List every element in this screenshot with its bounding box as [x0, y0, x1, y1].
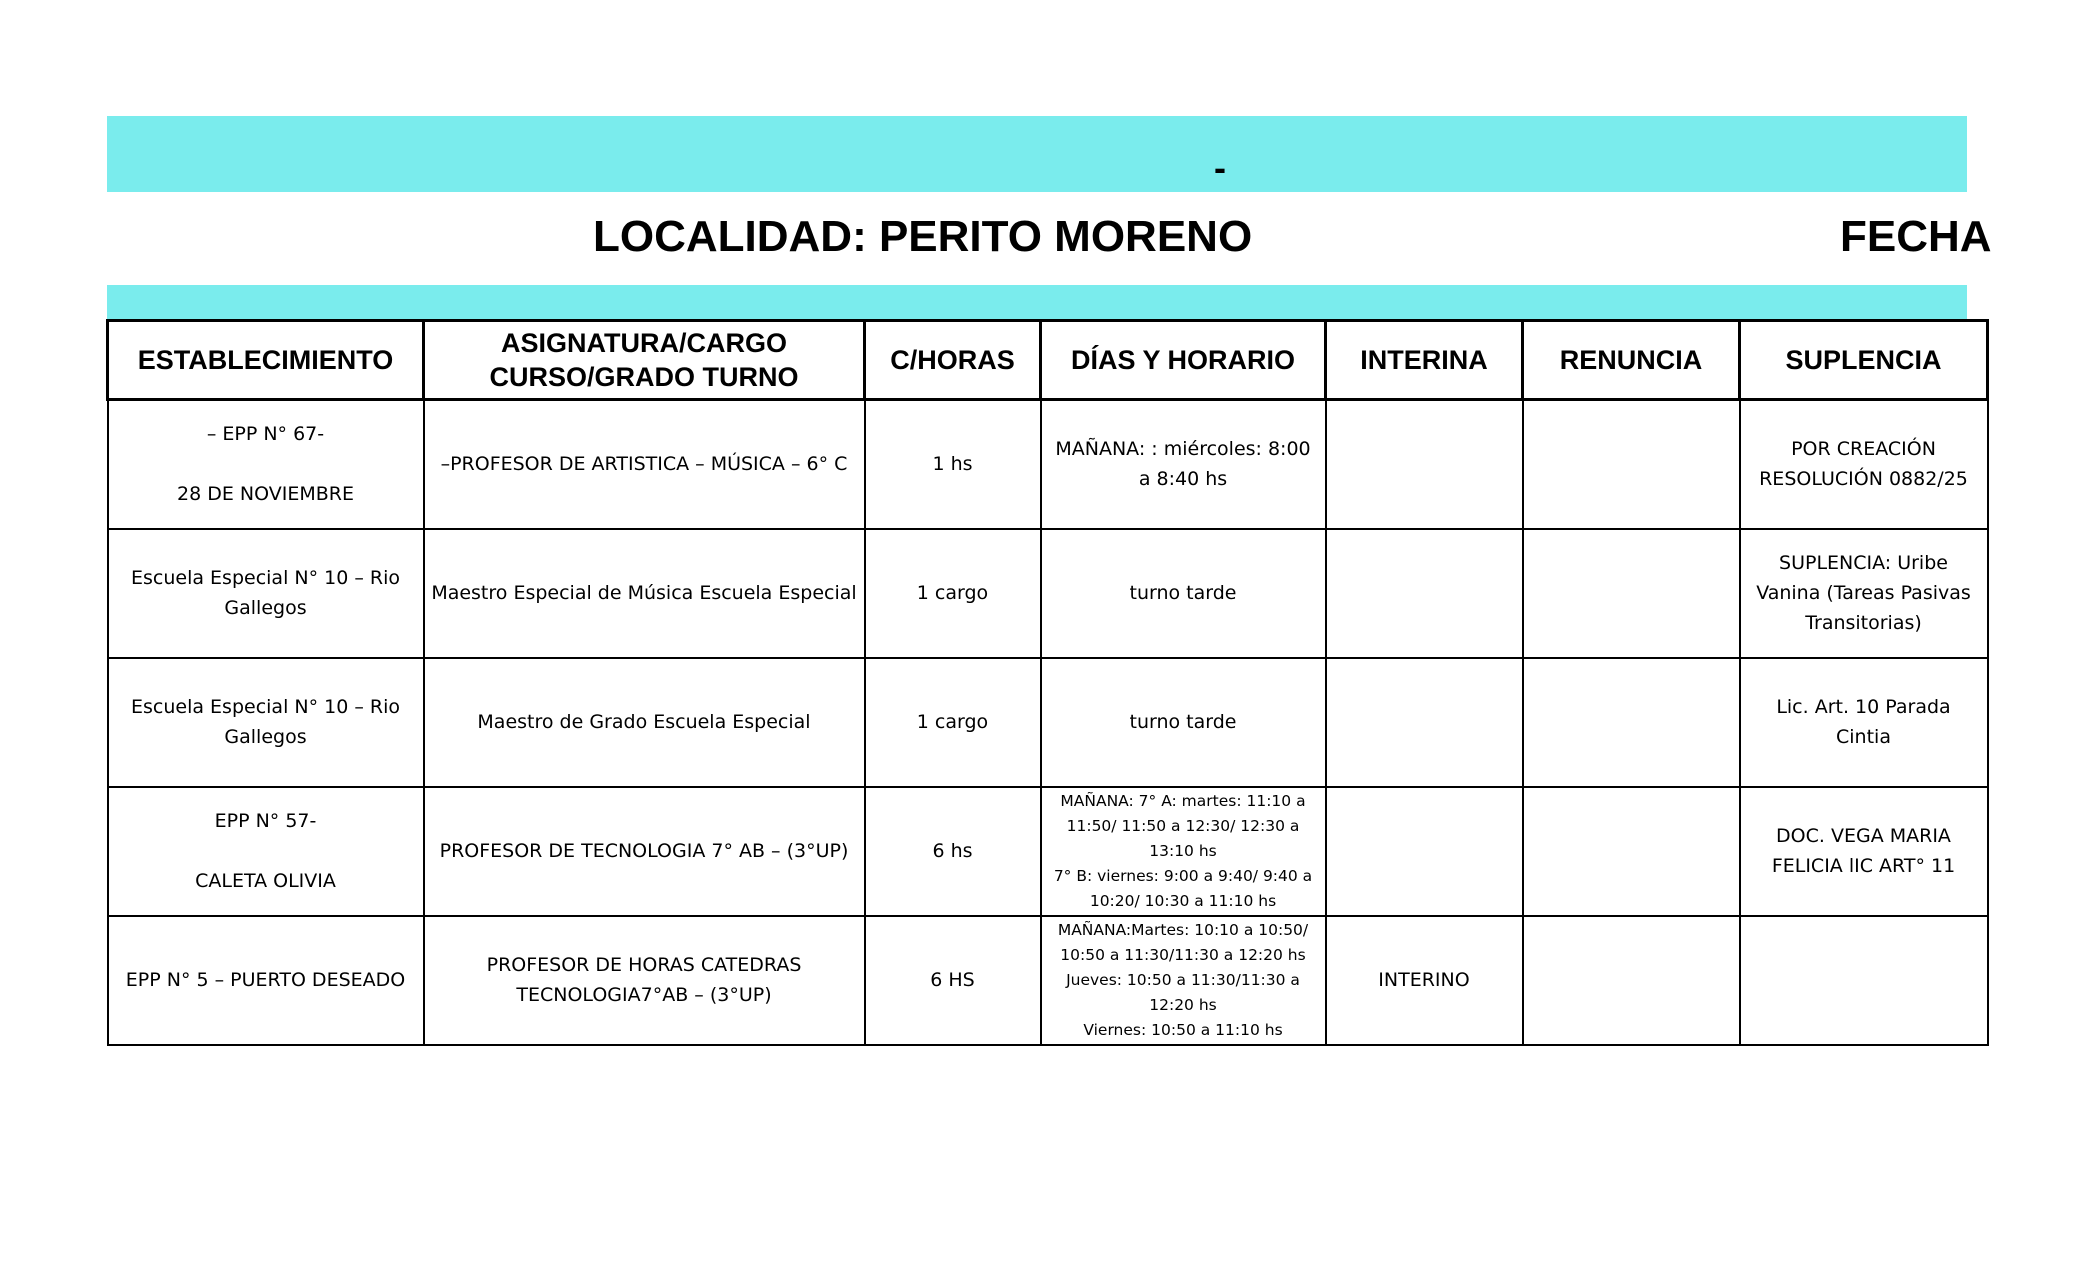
- cell-renuncia: [1523, 400, 1740, 529]
- column-header-renuncia: RENUNCIA: [1523, 321, 1740, 400]
- header-dash: -: [1214, 147, 1226, 188]
- cell-renuncia: [1523, 658, 1740, 787]
- cell-suplencia: POR CREACIÓN RESOLUCIÓN 0882/25: [1740, 400, 1988, 529]
- cell-horas: 1 cargo: [865, 529, 1041, 658]
- cell-interina: [1326, 787, 1523, 916]
- fecha-label-clip: [1840, 212, 1992, 268]
- table-row: [108, 400, 1988, 529]
- cell-establecimiento: EPP N° 57- CALETA OLIVIA: [108, 787, 424, 916]
- table-row: [108, 529, 1988, 658]
- cell-renuncia: [1523, 529, 1740, 658]
- cell-establecimiento: – EPP N° 67- 28 DE NOVIEMBRE: [108, 400, 424, 529]
- vacancies-table-wrap: [106, 319, 1971, 1047]
- table-row: [108, 787, 1988, 916]
- table-header-row: [108, 321, 1988, 400]
- cell-horario: MAÑANA: : miércoles: 8:00 a 8:40 hs: [1041, 400, 1326, 529]
- cell-interina: INTERINO: [1326, 916, 1523, 1045]
- cell-horario: turno tarde: [1041, 529, 1326, 658]
- cell-horas: 6 hs: [865, 787, 1041, 916]
- header-band-bottom: [107, 285, 1967, 320]
- table-row: [108, 658, 1988, 787]
- cell-renuncia: [1523, 916, 1740, 1045]
- cell-interina: [1326, 658, 1523, 787]
- cell-establecimiento: EPP N° 5 – PUERTO DESEADO: [108, 916, 424, 1045]
- fecha-label: FECHA: [1840, 212, 1992, 261]
- cell-suplencia: SUPLENCIA: Uribe Vanina (Tareas Pasivas Transitorias): [1740, 529, 1988, 658]
- cell-suplencia: [1740, 916, 1988, 1045]
- table-row: [108, 916, 1988, 1045]
- cell-suplencia: DOC. VEGA MARIA FELICIA lIC ART° 11: [1740, 787, 1988, 916]
- cell-horas: 1 cargo: [865, 658, 1041, 787]
- column-header-interina: INTERINA: [1326, 321, 1523, 400]
- cell-asignatura: Maestro Especial de Música Escuela Especial: [424, 529, 865, 658]
- cell-renuncia: [1523, 787, 1740, 916]
- cell-horario: MAÑANA:Martes: 10:10 a 10:50/ 10:50 a 11:30/11:30 a 12:20 hs Jueves: 10:50 a 11:30/11:30 a 12:20 hs Viernes: 10:50 a 11:10 hs: [1041, 916, 1326, 1045]
- column-header-establecimiento: ESTABLECIMIENTO: [108, 321, 424, 400]
- cell-horas: 6 HS: [865, 916, 1041, 1045]
- vacancies-table: [106, 319, 1989, 1046]
- cell-interina: [1326, 400, 1523, 529]
- column-header-horario: DÍAS Y HORARIO: [1041, 321, 1326, 400]
- cell-establecimiento: Escuela Especial N° 10 – Rio Gallegos: [108, 658, 424, 787]
- cell-establecimiento: Escuela Especial N° 10 – Rio Gallegos: [108, 529, 424, 658]
- cell-horas: 1 hs: [865, 400, 1041, 529]
- cell-asignatura: –PROFESOR DE ARTISTICA – MÚSICA – 6° C: [424, 400, 865, 529]
- cell-horario: turno tarde: [1041, 658, 1326, 787]
- column-header-suplencia: SUPLENCIA: [1740, 321, 1988, 400]
- cell-asignatura: PROFESOR DE TECNOLOGIA 7° AB – (3°UP): [424, 787, 865, 916]
- cell-interina: [1326, 529, 1523, 658]
- locality-title: LOCALIDAD: PERITO MORENO: [593, 212, 1253, 261]
- column-header-horas: C/HORAS: [865, 321, 1041, 400]
- column-header-asignatura: ASIGNATURA/CARGO CURSO/GRADO TURNO: [424, 321, 865, 400]
- cell-asignatura: PROFESOR DE HORAS CATEDRAS TECNOLOGIA7°AB – (3°UP): [424, 916, 865, 1045]
- cell-horario: MAÑANA: 7° A: martes: 11:10 a 11:50/ 11:50 a 12:30/ 12:30 a 13:10 hs 7° B: viernes: 9:00 a 9:40/ 9:40 a 10:20/ 10:30 a 11:10 hs: [1041, 787, 1326, 916]
- cell-suplencia: Lic. Art. 10 Parada Cintia: [1740, 658, 1988, 787]
- cell-asignatura: Maestro de Grado Escuela Especial: [424, 658, 865, 787]
- header-band-top: [107, 116, 1967, 192]
